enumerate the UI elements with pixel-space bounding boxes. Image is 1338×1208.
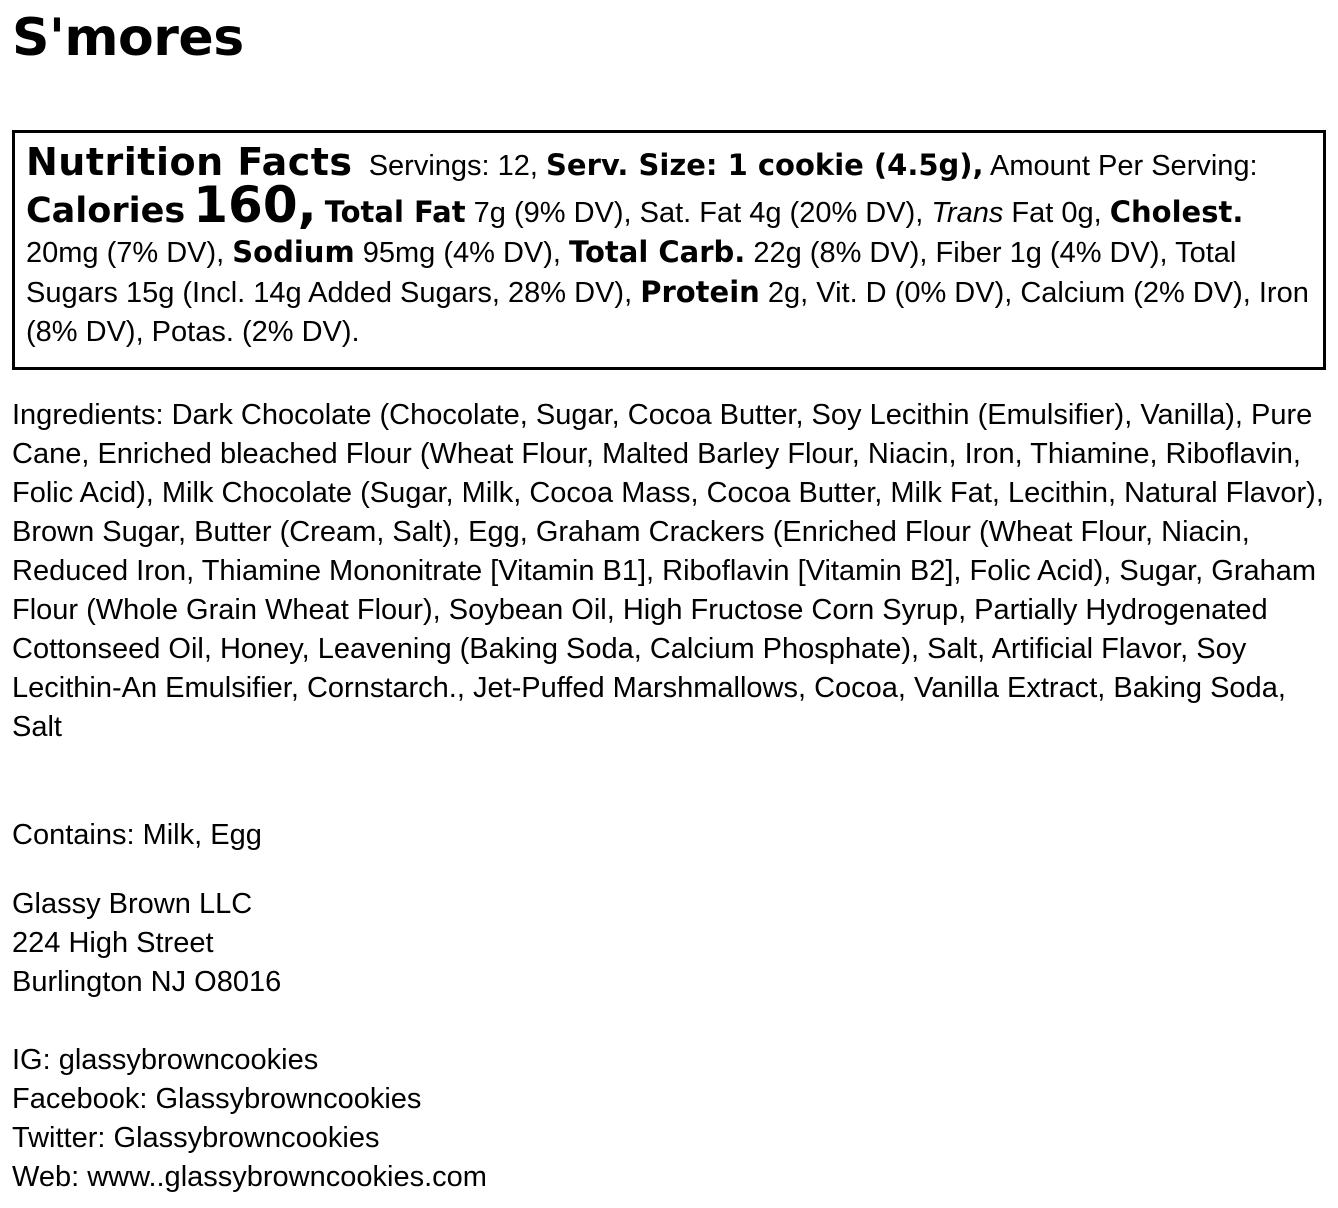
- nutrition-facts-heading: Nutrition Facts: [26, 140, 353, 184]
- ingredients-text: Ingredients: Dark Chocolate (Chocolate, Sugar, Cocoa Butter, Soy Lecithin (Emulsifier), Vanilla), Pure Cane, Enriched bleached Flour (Wheat Flour, Malted Barley Flour, Niacin, Iron, Thiamine, Riboflavin, Folic Acid), Milk Chocolate (Sugar, Milk, Cocoa Mass, Cocoa Butter, Milk Fat, Lecithin, Natural Flavor), Brown Sugar, Butter (Cream, Salt), Egg, Graham Crackers (Enriched Flour (Wheat Flour, Niacin, Reduced Iron, Thiamine Mononitrate [Vitamin B1], Riboflavin [Vitamin B2], Folic Acid), Sugar, Graham Flour (Whole Grain Wheat Flour), Soybean Oil, High Fructose Corn Syrup, Partially Hydrogenated Cottonseed Oil, Honey, Leavening (Baking Soda, Calcium Phosphate), Salt, Artificial Flavor, Soy Lecithin-An Emulsifier, Cornstarch., Jet-Puffed Marshmallows, Cocoa, Vanilla Extract, Baking Soda, Salt: [12, 399, 1324, 743]
- serving-size: Serv. Size: 1 cookie (4.5g),: [546, 148, 984, 182]
- company-address: [12, 885, 1326, 1002]
- facebook-handle: Facebook: Glassybrowncookies: [12, 1083, 422, 1115]
- allergen-statement: Contains: Milk, Egg: [12, 819, 262, 851]
- instagram-handle: IG: glassybrowncookies: [12, 1044, 319, 1076]
- servings: Servings: 12,: [368, 150, 538, 182]
- trans-value: Fat 0g,: [1011, 197, 1102, 229]
- total-carb-label: Total Carb.: [569, 235, 746, 269]
- calories-value: 160,: [193, 176, 317, 234]
- product-title: S'mores: [12, 8, 244, 68]
- company-name: Glassy Brown LLC: [12, 888, 253, 920]
- total-fat-label: Total Fat: [324, 195, 466, 229]
- nutrition-facts-text: [26, 140, 1312, 352]
- company-city: Burlington NJ O8016: [12, 966, 282, 998]
- cholesterol-label: Cholest.: [1109, 195, 1244, 229]
- protein-label: Protein: [640, 275, 760, 309]
- calories-label: Calories: [26, 191, 186, 231]
- website-url: Web: www..glassybrowncookies.com: [12, 1161, 487, 1193]
- company-street: 224 High Street: [12, 927, 214, 959]
- total-carb-value: 22g (8% DV), Fiber 1g (4% DV), Total Sugars 15g (Incl. 14g Added Sugars, 28% DV),: [26, 237, 1237, 309]
- protein-value: 2g, Vit. D (0% DV), Calcium (2% DV), Iron (8% DV), Potas. (2% DV).: [26, 277, 1309, 348]
- nutrition-facts-box: [12, 130, 1326, 370]
- total-fat-value: 7g (9% DV), Sat. Fat 4g (20% DV),: [473, 197, 924, 229]
- cholesterol-value: 20mg (7% DV),: [26, 237, 225, 269]
- sodium-label: Sodium: [232, 235, 355, 269]
- trans-label: Trans: [931, 197, 1004, 229]
- amount-per-serving: Amount Per Serving:: [990, 150, 1258, 182]
- twitter-handle: Twitter: Glassybrowncookies: [12, 1122, 380, 1154]
- label-page: [12, 0, 1326, 1193]
- sodium-value: 95mg (4% DV),: [362, 237, 561, 269]
- social-links: [12, 1041, 1326, 1197]
